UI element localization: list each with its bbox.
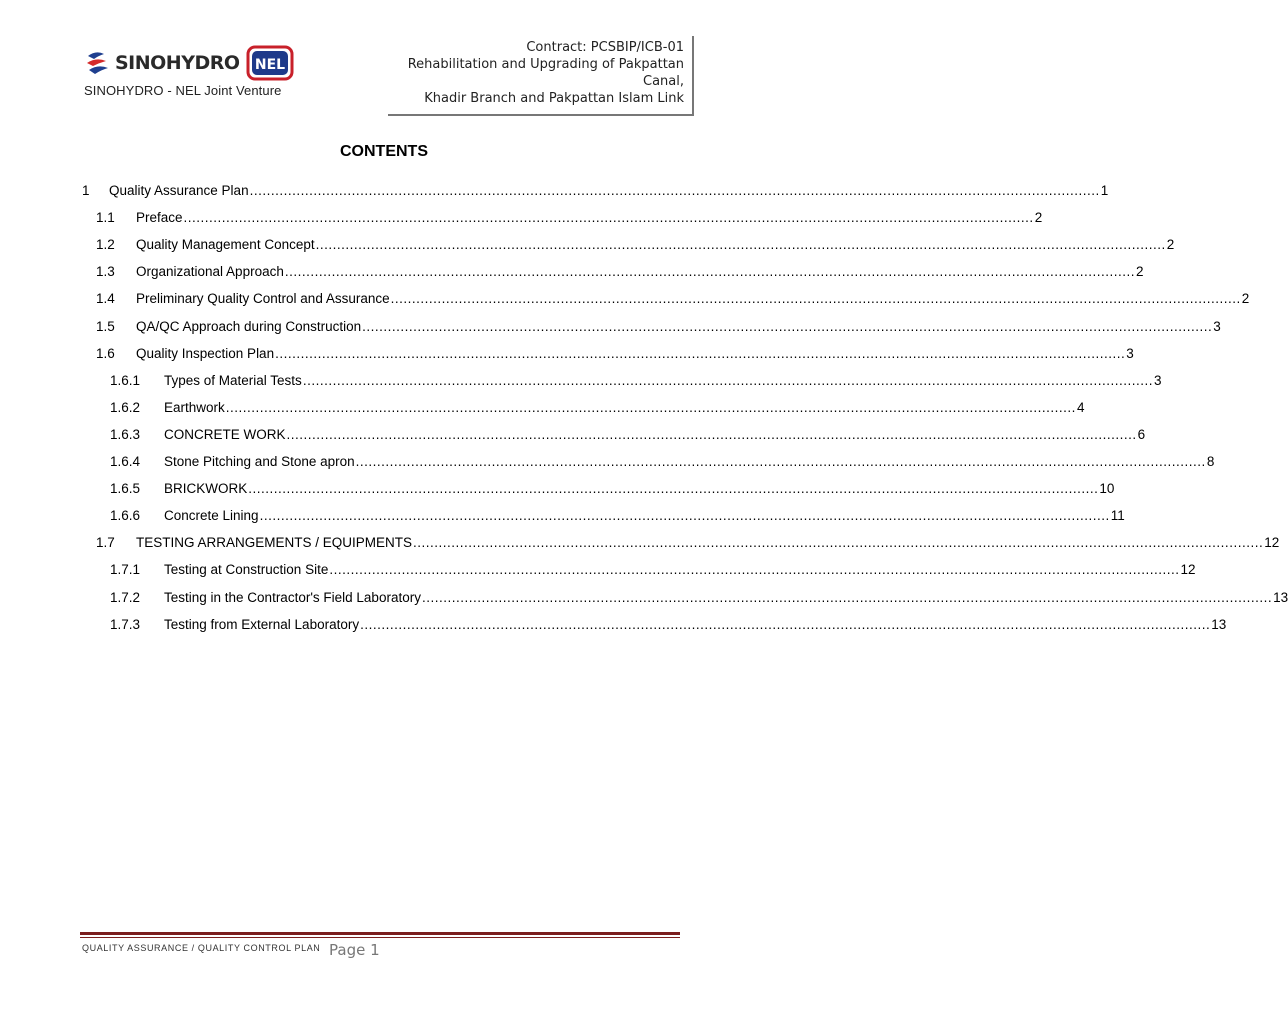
toc-page-number: 3 [1153,372,1162,388]
toc-entry[interactable] [96,318,1221,339]
toc-number: 1.7.3 [110,616,141,632]
toc-title: Quality Management Concept [136,237,315,253]
toc-page-number: 2 [1166,237,1175,253]
toc-number: 1 [82,183,90,198]
toc-title: Preliminary Quality Control and Assurance [136,291,390,307]
toc-title: Concrete Lining [164,508,259,524]
toc-title: Earthwork [164,399,225,415]
toc-page-number: 13 [1273,589,1288,605]
toc-entry[interactable] [110,481,1115,501]
toc-number: 1.6.1 [110,372,141,388]
toc-page-number: 2 [1136,264,1144,280]
toc-title: Testing from External Laboratory [164,616,360,632]
toc-title: Quality Assurance Plan [109,183,249,198]
toc-dot-leader: ........................................................................................................................................................................................................ [183,210,1034,226]
toc-page-number: 10 [1099,481,1115,497]
toc-number: 1.6.5 [110,481,141,497]
footer-page-number: Page 1 [329,941,380,959]
toc-title: BRICKWORK [164,481,248,497]
toc-entry[interactable] [96,345,1134,366]
toc-entry[interactable] [110,508,1125,528]
contract-line: Rehabilitation and Upgrading of Pakpattan [407,57,684,72]
toc-title: CONCRETE WORK [164,426,286,442]
toc-page-number: 12 [1264,535,1280,551]
toc-entry[interactable] [96,210,1043,230]
toc-title: Organizational Approach [136,264,284,280]
footer-label: QUALITY ASSURANCE / QUALITY CONTROL PLAN [82,943,321,953]
sinohydro-logo-icon [84,48,112,78]
toc-title: Quality Inspection Plan [136,345,275,361]
toc-page-number: 13 [1211,616,1227,632]
logo-row [84,44,314,82]
toc-number: 1.3 [96,264,115,280]
toc-entry[interactable] [110,372,1162,393]
toc-dot-leader: ........................................................................................................................................................................................................ [315,237,1166,253]
contract-line: Canal, [643,74,684,89]
toc-title: Testing at Construction Site [164,562,329,578]
toc-entry[interactable] [110,562,1196,582]
toc-number: 1.7.1 [110,562,141,578]
toc-dot-leader: ........................................................................................................................................................................................................ [362,318,1213,334]
toc-title: QA/QC Approach during Construction [136,318,362,334]
toc-entry[interactable] [96,237,1175,257]
toc-number: 1.2 [96,237,115,253]
toc-title: TESTING ARRANGEMENTS / EQUIPMENTS [136,535,413,551]
toc-entry[interactable] [96,264,1144,284]
toc-page-number: 6 [1137,426,1146,442]
toc-dot-leader: ........................................................................................................................................................................................................ [355,454,1206,469]
toc-page-number: 8 [1206,454,1215,469]
toc-dot-leader: ........................................................................................................................................................................................................ [329,562,1180,578]
toc-dot-leader: ........................................................................................................................................................................................................ [259,508,1110,524]
toc-number: 1.6.6 [110,508,141,524]
toc-entry[interactable] [110,399,1085,420]
company-logo-block [84,44,314,104]
toc-title: Types of Material Tests [164,372,302,388]
toc-number: 1.4 [96,291,115,307]
joint-venture-name: SINOHYDRO - NEL Joint Venture [84,83,282,98]
toc-dot-leader: ........................................................................................................................................................................................................ [275,345,1126,361]
toc-page-number: 2 [1241,291,1250,307]
nel-logo-icon [246,45,294,81]
contract-header-box [388,36,694,116]
toc-dot-leader: ........................................................................................................................................................................................................ [413,535,1264,551]
toc-dot-leader: ........................................................................................................................................................................................................ [284,264,1136,280]
toc-entry[interactable] [96,535,1280,555]
toc-page-number: 3 [1213,318,1221,334]
toc-title: Stone Pitching and Stone apron [164,454,355,469]
toc-page-number: 12 [1180,562,1196,578]
toc-entry[interactable] [110,589,1288,610]
contract-line: Contract: PCSBIP/ICB-01 [526,40,684,55]
toc-number: 1.6.4 [110,454,141,469]
toc-title: Testing in the Contractor's Field Laboratory [164,589,421,605]
toc-dot-leader: ........................................................................................................................................................................................................ [286,426,1137,442]
toc-dot-leader: ........................................................................................................................................................................................................ [225,399,1076,415]
toc-number: 1.5 [96,318,115,334]
toc-dot-leader: ........................................................................................................................................................................................................ [248,481,1099,497]
toc-dot-leader: ........................................................................................................................................................................................................ [421,589,1273,605]
toc-number: 1.6 [96,345,115,361]
toc-dot-leader: ........................................................................................................................................................................................................ [390,291,1241,307]
toc-number: 1.6.3 [110,426,141,442]
toc-page-number: 1 [1100,183,1109,198]
toc-entry[interactable] [110,616,1227,637]
toc-entry[interactable] [110,454,1215,474]
toc-page-number: 11 [1110,508,1125,524]
toc-title: Preface [136,210,183,226]
toc-dot-leader: ........................................................................................................................................................................................................ [360,616,1211,632]
footer-rule [80,932,680,938]
toc-number: 1.1 [96,210,115,226]
nel-logo-text: NEL [254,57,285,73]
contents-title: CONTENTS [340,143,428,160]
sinohydro-wordmark: SINOHYDRO [115,52,240,74]
toc-page-number: 3 [1126,345,1134,361]
toc-number: 1.7.2 [110,589,141,605]
toc-number: 1.6.2 [110,399,141,415]
toc-number: 1.7 [96,535,115,551]
toc-entry[interactable] [110,426,1146,447]
toc-page-number: 4 [1076,399,1085,415]
contract-line: Khadir Branch and Pakpattan Islam Link [424,91,684,106]
toc-dot-leader: ........................................................................................................................................................................................................ [249,183,1100,198]
toc-entry[interactable] [96,291,1250,311]
toc-entry[interactable] [82,183,1109,203]
toc-page-number: 2 [1034,210,1043,226]
toc-dot-leader: ........................................................................................................................................................................................................ [302,372,1153,388]
